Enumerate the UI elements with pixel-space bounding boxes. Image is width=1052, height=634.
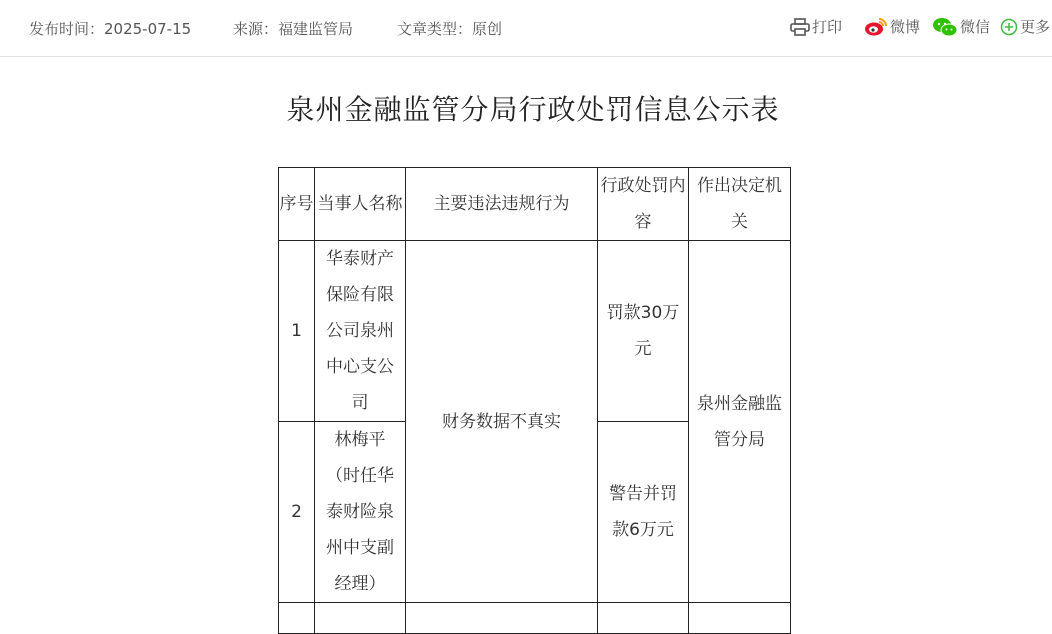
article-meta-bar <box>0 0 1052 57</box>
plus-circle-icon <box>1000 18 1018 36</box>
article-type: 文章类型：原创 <box>397 20 503 38</box>
empty-cell <box>315 603 406 634</box>
row-penalty: 警告并罚款6万元 <box>598 422 689 603</box>
empty-cell <box>279 603 315 634</box>
header-penalty: 行政处罚内容 <box>598 168 689 241</box>
wechat-icon <box>932 17 958 37</box>
wechat-label: 微信 <box>959 18 990 36</box>
page-title: 泉州金融监管分局行政处罚信息公示表 <box>286 93 780 126</box>
header-index: 序号 <box>279 168 315 241</box>
weibo-share-button[interactable] <box>864 16 920 37</box>
printer-icon <box>790 18 810 36</box>
more-label: 更多 <box>1019 18 1050 36</box>
print-button[interactable] <box>790 16 842 37</box>
print-label: 打印 <box>811 18 842 36</box>
empty-cell <box>406 603 598 634</box>
violation-cell: 财务数据不真实 <box>406 241 598 603</box>
empty-cell <box>598 603 689 634</box>
weibo-icon <box>864 17 888 37</box>
table-row-partial <box>279 603 791 634</box>
table-header-row <box>279 168 791 241</box>
wechat-share-button[interactable] <box>932 16 990 37</box>
row-penalty: 罚款30万元 <box>598 241 689 422</box>
header-authority: 作出决定机关 <box>689 168 791 241</box>
row-party: 华泰财产保险有限公司泉州中心支公司 <box>315 241 406 422</box>
penalty-table <box>278 167 791 634</box>
share-toolbar <box>778 16 1050 37</box>
publish-date: 发布时间：2025-07-15 <box>29 20 192 38</box>
authority-cell: 泉州金融监管分局 <box>689 241 791 603</box>
row-index: 1 <box>279 241 315 422</box>
row-party: 林梅平（时任华泰财险泉州中支副经理） <box>315 422 406 603</box>
table-row <box>279 241 791 422</box>
weibo-label: 微博 <box>889 18 920 36</box>
header-party: 当事人名称 <box>315 168 406 241</box>
more-share-button[interactable] <box>1000 16 1050 37</box>
header-violation: 主要违法违规行为 <box>406 168 598 241</box>
row-index: 2 <box>279 422 315 603</box>
empty-cell <box>689 603 791 634</box>
article-source: 来源：福建监管局 <box>233 20 354 38</box>
